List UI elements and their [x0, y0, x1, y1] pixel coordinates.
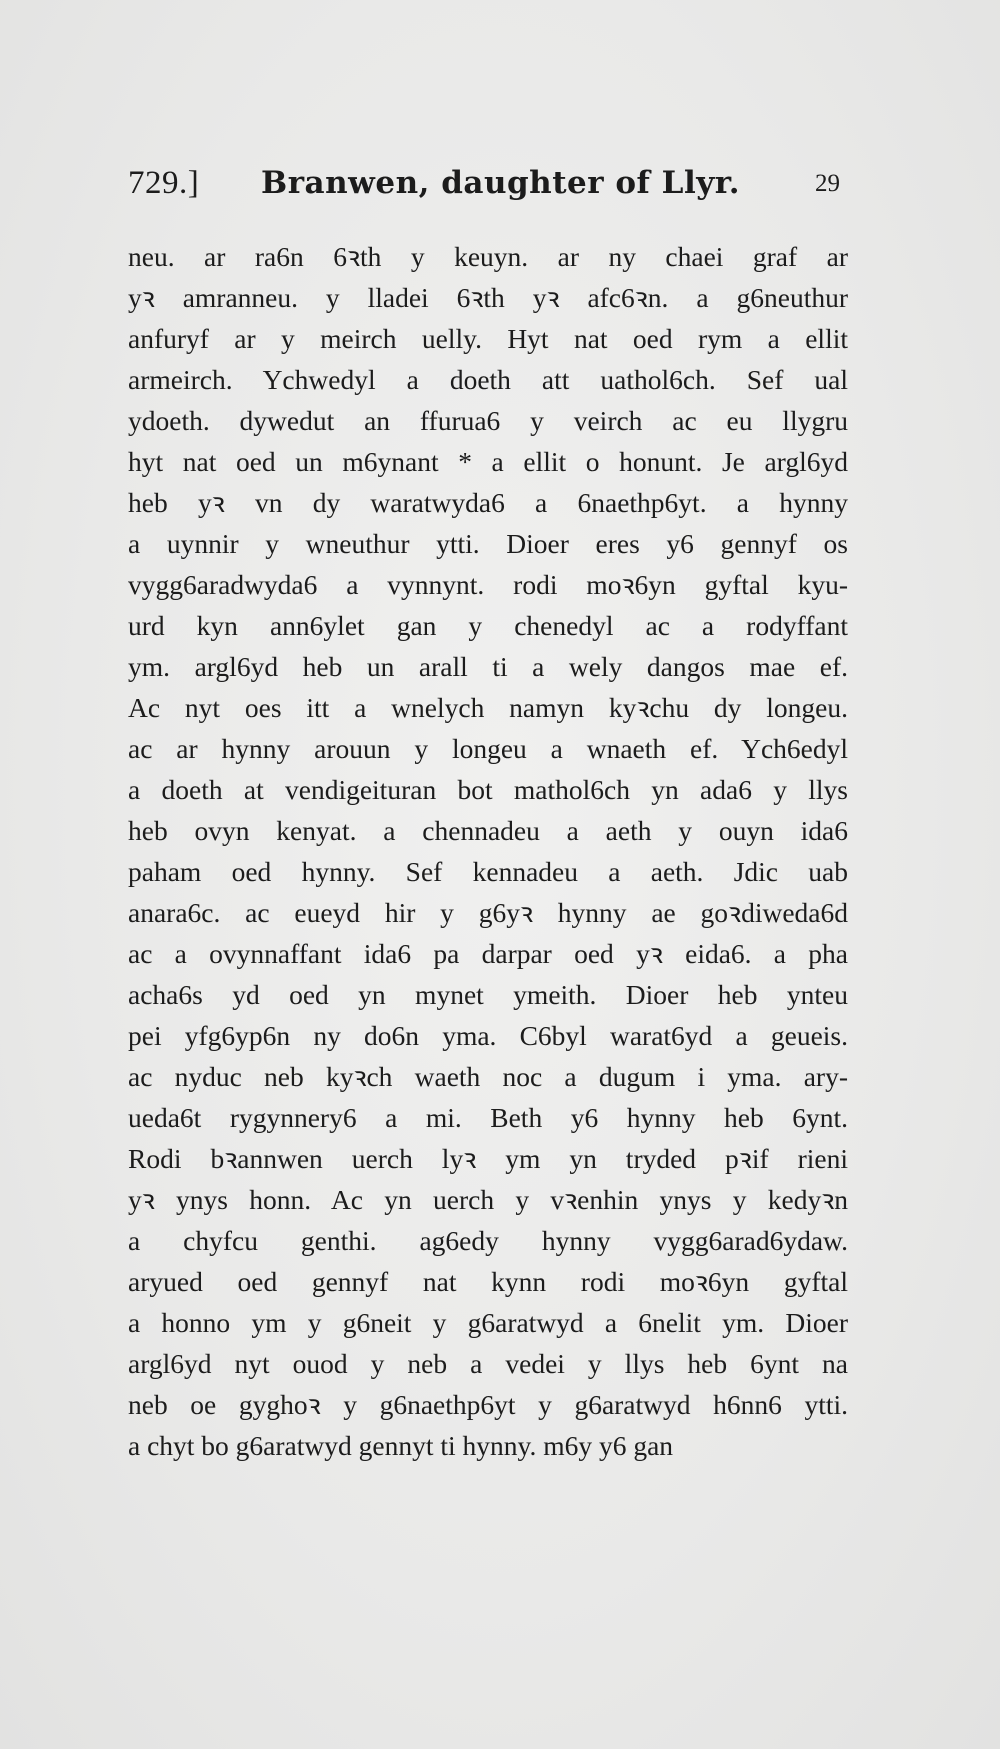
text-line: neb oe gyghoꝛ y g6naethp6yt y g6aratwyd h6nn6 ytti. — [128, 1389, 848, 1420]
text-line: ac nyduc neb kyꝛch waeth noc a dugum i yma. ary- — [128, 1061, 848, 1092]
page-reference: 729.] — [128, 165, 200, 201]
text-line: vygg6aradwyda6 a vynnynt. rodi moꝛ6yn gyftal kyu- — [128, 569, 848, 600]
page-header — [128, 165, 848, 209]
text-line: a honno ym y g6neit y g6aratwyd a 6nelit ym. Dioer — [128, 1307, 848, 1338]
text-line: armeirch. Ychwedyl a doeth att uathol6ch. Sef ual — [128, 364, 848, 395]
text-line: Rodi bꝛannwen uerch lyꝛ ym yn tryded pꝛif rieni — [128, 1143, 848, 1174]
text-line: a chyt bo g6aratwyd gennyt ti hynny. m6y y6 gan — [128, 1430, 674, 1461]
text-line: Ac nyt oes itt a wnelych namyn kyꝛchu dy longeu. — [128, 692, 848, 723]
running-title: Branwen, daughter of Llyr. — [261, 165, 741, 201]
text-line: hyt nat oed un m6ynant * a ellit o honunt. Je argl6yd — [128, 446, 848, 477]
text-line: heb yꝛ vn dy waratwyda6 a 6naethp6yt. a hynny — [128, 487, 848, 518]
text-line: aryued oed gennyf nat kynn rodi moꝛ6yn gyftal — [128, 1266, 848, 1297]
text-line: pei yfg6yp6n ny do6n yma. C6byl warat6yd a geueis. — [128, 1020, 848, 1051]
text-line: anfuryf ar y meirch uelly. Hyt nat oed rym a ellit — [128, 323, 848, 354]
text-line: argl6yd nyt ouod y neb a vedei y llys heb 6ynt na — [128, 1348, 848, 1379]
text-line: ueda6t rygynnery6 a mi. Beth y6 hynny heb 6ynt. — [128, 1102, 848, 1133]
text-line: a uynnir y wneuthur ytti. Dioer eres y6 gennyf os — [128, 528, 848, 559]
text-line: a chyfcu genthi. ag6edy hynny vygg6arad6ydaw. — [128, 1225, 848, 1256]
text-line: paham oed hynny. Sef kennadeu a aeth. Jdic uab — [128, 856, 848, 887]
text-line: heb ovyn kenyat. a chennadeu a aeth y ouyn ida6 — [128, 815, 848, 846]
page-number: 29 — [815, 170, 840, 197]
text-line: yꝛ amranneu. y lladei 6ꝛth yꝛ afc6ꝛn. a g6neuthur — [128, 282, 848, 313]
text-line: anara6c. ac eueyd hir y g6yꝛ hynny ae goꝛdiweda6d — [128, 897, 848, 928]
text-line: yꝛ ynys honn. Ac yn uerch y vꝛenhin ynys y kedyꝛn — [128, 1184, 848, 1215]
text-line: ydoeth. dywedut an ffurua6 y veirch ac eu llygru — [128, 405, 848, 436]
text-line: ac a ovynnaffant ida6 pa darpar oed yꝛ eida6. a pha — [128, 938, 848, 969]
body-text — [128, 236, 848, 1466]
text-line: ac ar hynny arouun y longeu a wnaeth ef. Ych6edyl — [128, 733, 848, 764]
text-line: neu. ar ra6n 6ꝛth y keuyn. ar ny chaei graf ar — [128, 241, 848, 272]
text-line: acha6s yd oed yn mynet ymeith. Dioer heb ynteu — [128, 979, 848, 1010]
text-line: ym. argl6yd heb un arall ti a wely dangos mae ef. — [128, 651, 848, 682]
text-line: a doeth at vendigeituran bot mathol6ch yn ada6 y llys — [128, 774, 848, 805]
text-line: urd kyn ann6ylet gan y chenedyl ac a rodyffant — [128, 610, 848, 641]
